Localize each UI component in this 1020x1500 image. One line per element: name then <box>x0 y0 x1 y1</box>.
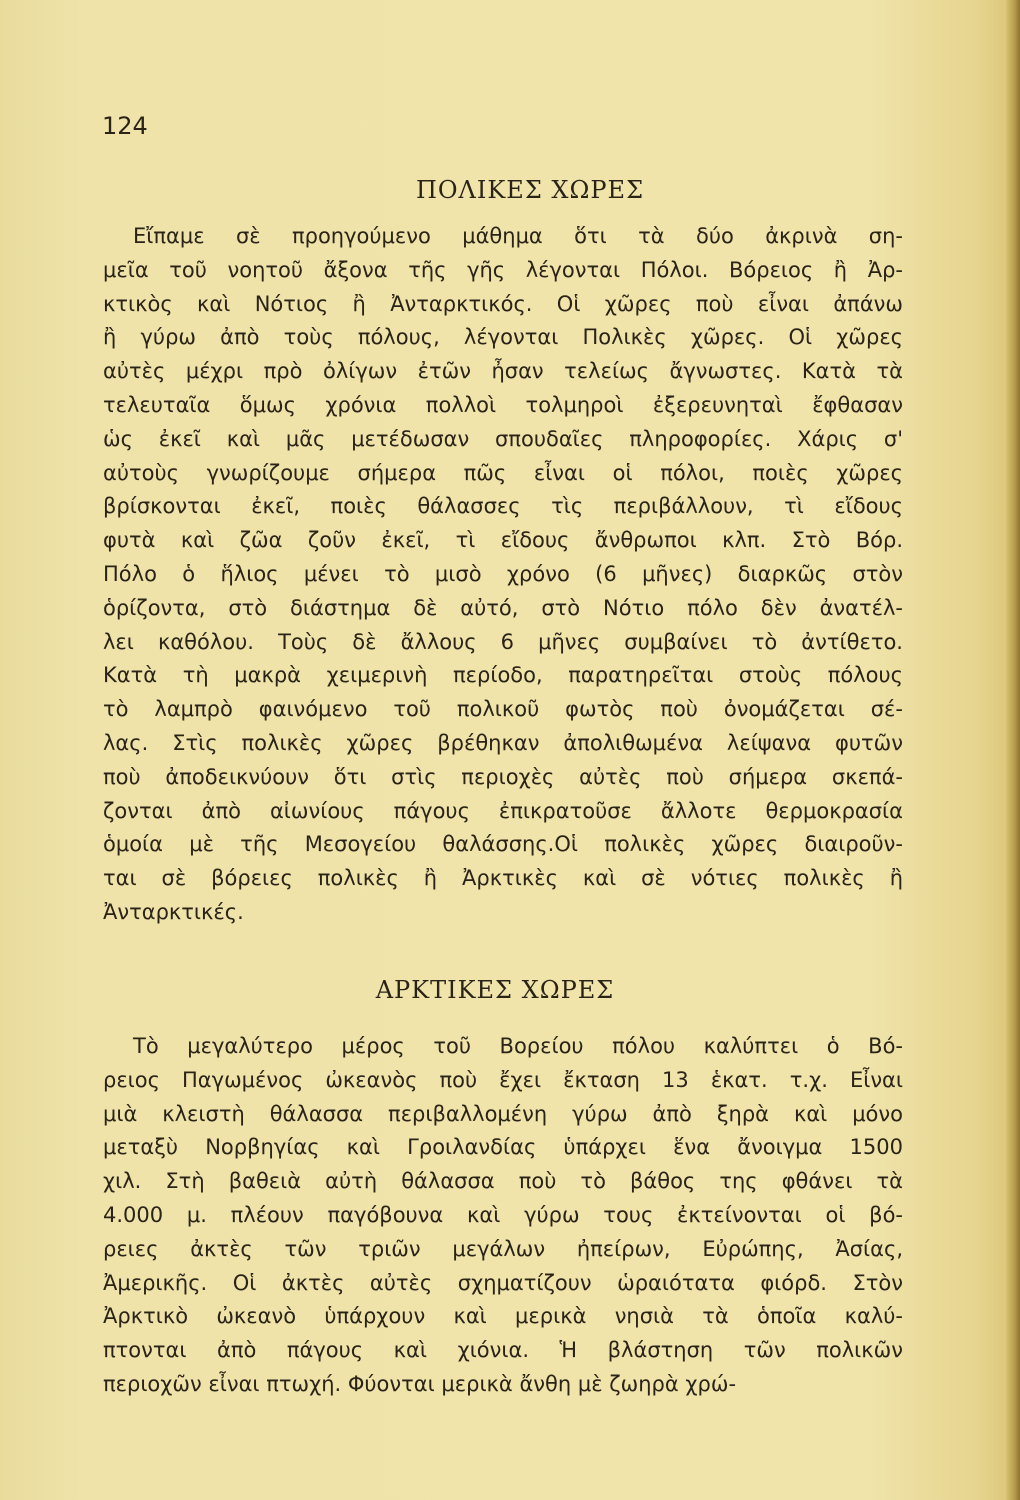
text-line: τὸ λαμπρὸ φαινόμενο τοῦ πολικοῦ φωτὸς ποὺ ὀνομάζεται σέ- <box>103 697 903 722</box>
text-line: ὁμοία μὲ τῆς Μεσογείου θαλάσσης.Οἱ πολικὲς χῶρες διαιροῦν- <box>103 832 903 857</box>
text-line: μεῖα τοῦ νοητοῦ ἄξονα τῆς γῆς λέγονται Πόλοι. Βόρειος ἢ Ἀρ- <box>103 257 903 282</box>
paragraph-polar-lands <box>103 220 903 930</box>
text-line: μεταξὺ Νορβηγίας καὶ Γροιλανδίας ὑπάρχει ἕνα ἄνοιγμα 1500 <box>103 1135 903 1160</box>
text-line: λει καθόλου. Τοὺς δὲ ἄλλους 6 μῆνες συμβαίνει τὸ ἀντίθετο. <box>103 629 903 654</box>
text-line: λας. Στὶς πολικὲς χῶρες βρέθηκαν ἀπολιθωμένα λείψανα φυτῶν <box>103 730 903 755</box>
text-line: Ἀρκτικὸ ὠκεανὸ ὑπάρχουν καὶ μερικὰ νησιὰ τὰ ὁποῖα καλύ- <box>103 1304 903 1329</box>
text-line: κτικὸς καὶ Νότιος ἢ Ἀνταρκτικός. Οἱ χῶρες ποὺ εἶναι ἀπάνω <box>103 291 903 316</box>
text-line: Ἀμερικῆς. Οἱ ἀκτὲς αὐτὲς σχηματίζουν ὡραιότατα φιόρδ. Στὸν <box>103 1270 903 1295</box>
text-line: αὐτοὺς γνωρίζουμε σήμερα πῶς εἶναι οἱ πόλοι, ποιὲς χῶρες <box>103 460 903 485</box>
page-number: 124 <box>102 112 148 140</box>
text-line: αὐτὲς μέχρι πρὸ ὀλίγων ἐτῶν ἦσαν τελείως ἄγνωστες. Κατὰ τὰ <box>103 359 903 384</box>
text-line: ζονται ἀπὸ αἰωνίους πάγους ἐπικρατοῦσε ἄλλοτε θερμοκρασία <box>103 798 903 823</box>
text-line: φυτὰ καὶ ζῶα ζοῦν ἐκεῖ, τὶ εἴδους ἄνθρωποι κλπ. Στὸ Βόρ. <box>103 528 903 553</box>
page-binding-edge <box>1006 0 1020 1500</box>
text-line: μιὰ κλειστὴ θάλασσα περιβαλλομένη γύρω ἀπὸ ξηρὰ καὶ μόνο <box>103 1101 903 1126</box>
text-line: ἢ γύρω ἀπὸ τοὺς πόλους, λέγονται Πολικὲς χῶρες. Οἱ χῶρες <box>103 325 903 350</box>
text-line: Ἀνταρκτικές. <box>103 899 244 924</box>
text-line: ρειος Παγωμένος ὠκεανὸς ποὺ ἔχει ἔκταση 13 ἑκατ. τ.χ. Εἶναι <box>103 1067 903 1092</box>
text-line: τελευταῖα ὅμως χρόνια πολλοὶ τολμηροὶ ἐξερευνηταὶ ἔφθασαν <box>103 392 903 417</box>
section-title-arctic-lands: ΑΡΚΤΙΚΕΣ ΧΩΡΕΣ <box>375 976 615 1004</box>
text-line: ὡς ἐκεῖ καὶ μᾶς μετέδωσαν σπουδαῖες πληροφορίες. Χάρις σ' <box>103 426 903 451</box>
text-line: Εἴπαμε σὲ προηγούμενο μάθημα ὅτι τὰ δύο ἀκρινὰ ση- <box>133 224 903 248</box>
paragraph-arctic-lands <box>103 1030 903 1402</box>
text-line: Κατὰ τὴ μακρὰ χειμερινὴ περίοδο, παρατηρεῖται στοὺς πόλους <box>103 663 903 688</box>
text-line: Πόλο ὁ ἥλιος μένει τὸ μισὸ χρόνο (6 μῆνες) διαρκῶς στὸν <box>103 561 903 586</box>
text-line: περιοχῶν εἶναι πτωχή. Φύονται μερικὰ ἄνθη μὲ ζωηρὰ χρώ- <box>103 1371 737 1396</box>
text-line: ποὺ ἀποδεικνύουν ὅτι στὶς περιοχὲς αὐτὲς ποὺ σήμερα σκεπά- <box>103 764 903 789</box>
text-line: ὁρίζοντα, στὸ διάστημα δὲ αὐτό, στὸ Νότιο πόλο δὲν ἀνατέλ- <box>103 595 903 620</box>
text-line: πτονται ἀπὸ πάγους καὶ χιόνια. Ἡ βλάστηση τῶν πολικῶν <box>103 1338 903 1363</box>
text-line: 4.000 μ. πλέουν παγόβουνα καὶ γύρω τους ἐκτείνονται οἱ βό- <box>103 1202 903 1227</box>
text-line: ται σὲ βόρειες πολικὲς ἢ Ἀρκτικὲς καὶ σὲ νότιες πολικὲς ἢ <box>103 866 903 891</box>
text-line: βρίσκονται ἐκεῖ, ποιὲς θάλασσες τὶς περιβάλλουν, τὶ εἴδους <box>103 494 903 519</box>
text-line: ρειες ἀκτὲς τῶν τριῶν μεγάλων ἠπείρων, Εὐρώπης, Ἀσίας, <box>103 1236 903 1261</box>
text-line: Τὸ μεγαλύτερο μέρος τοῦ Βορείου πόλου καλύπτει ὁ Βό- <box>133 1034 903 1058</box>
section-title-polar-lands: ΠΟΛΙΚΕΣ ΧΩΡΕΣ <box>415 176 645 204</box>
text-line: χιλ. Στὴ βαθειὰ αὐτὴ θάλασσα ποὺ τὸ βάθος της φθάνει τὰ <box>103 1169 903 1194</box>
